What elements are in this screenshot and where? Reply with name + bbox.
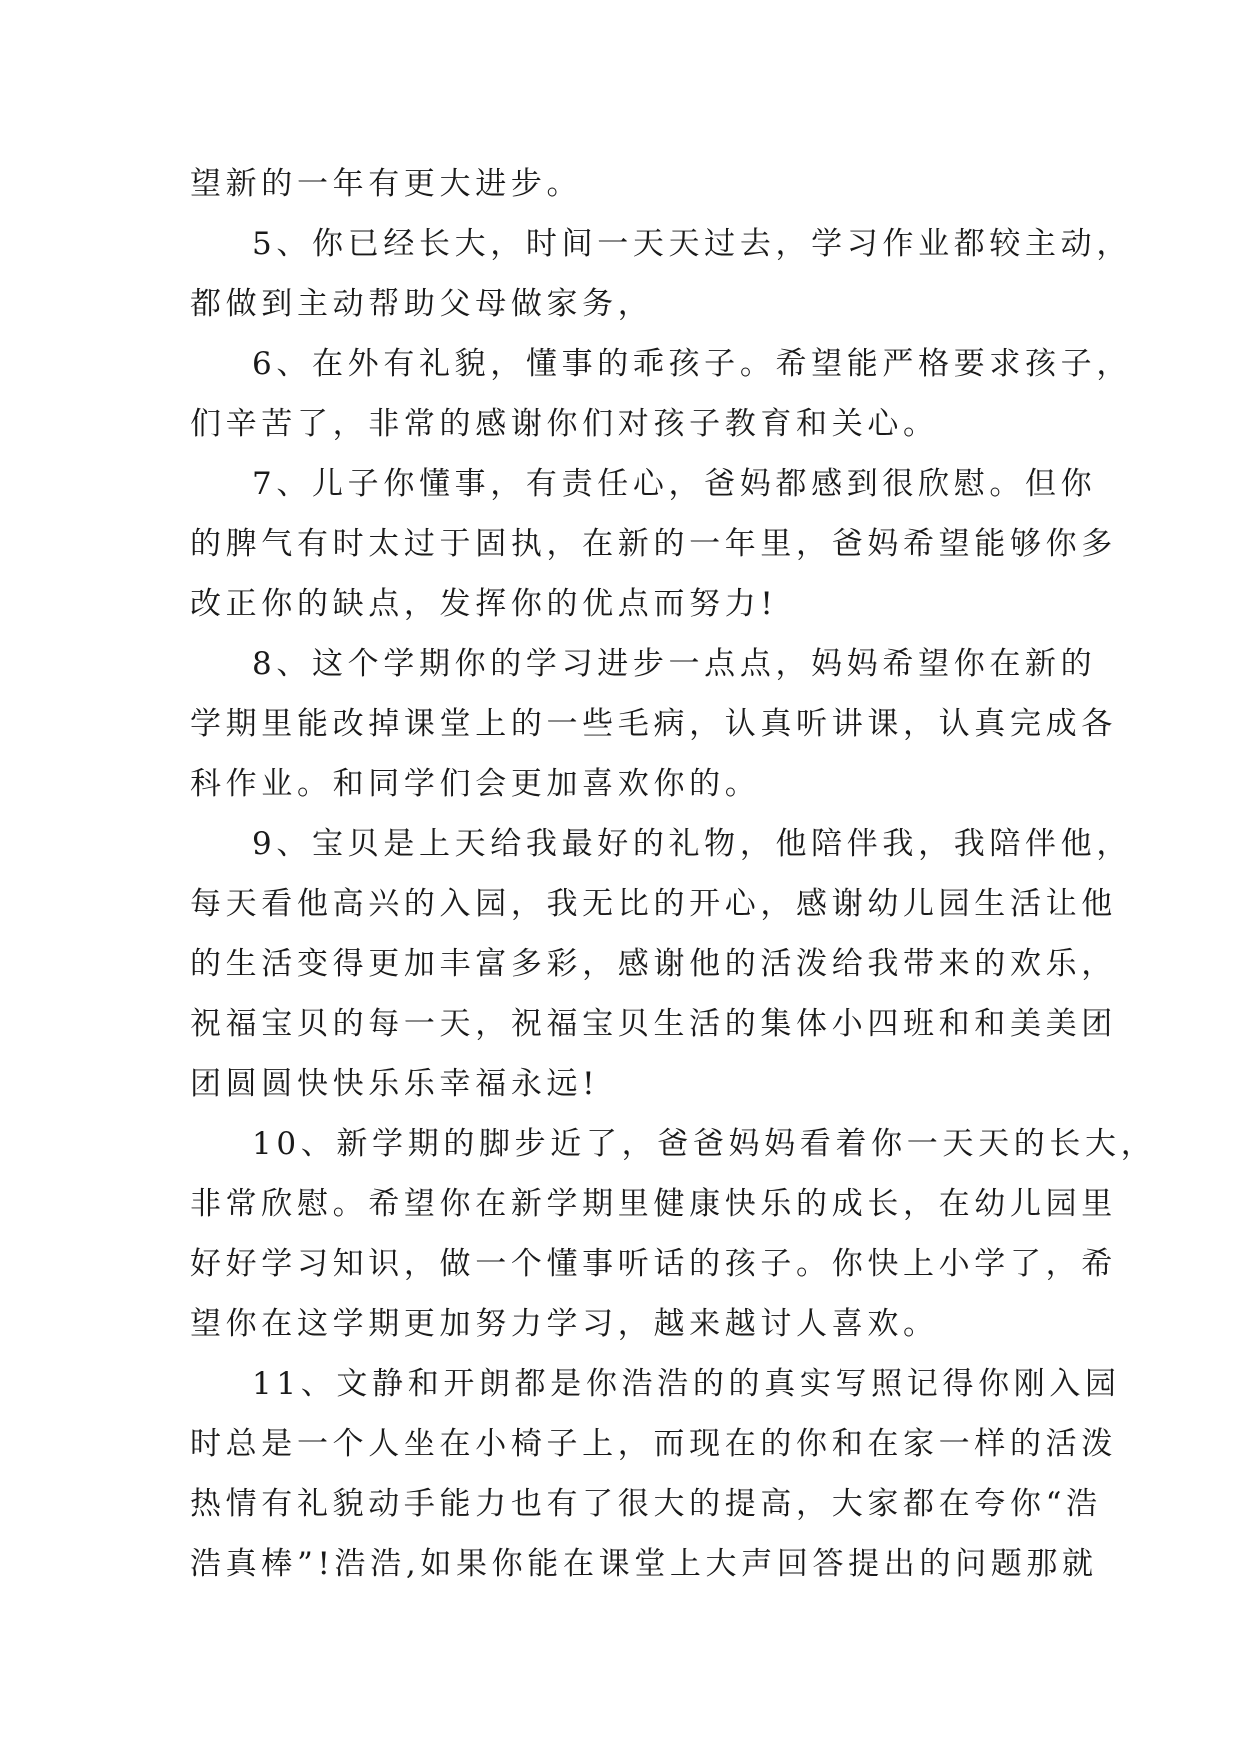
text-line-9: 8、这个学期你的学习进步一点点，妈妈希望你在新的	[252, 646, 1097, 682]
text-line-16: 团圆圆快快乐乐幸福永远!	[190, 1066, 600, 1102]
text-line-21: 11、文静和开朗都是你浩浩的的真实写照记得你刚入园	[252, 1366, 1121, 1402]
text-line-2: 5、你已经长大，时间一天天过去，学习作业都较主动，	[252, 226, 1132, 262]
text-line-5: 们辛苦了，非常的感谢你们对孩子教育和关心。	[190, 406, 939, 442]
text-line-18: 非常欣慰。希望你在新学期里健康快乐的成长，在幼儿园里	[190, 1186, 1117, 1222]
text-line-14: 的生活变得更加丰富多彩，感谢他的活泼给我带来的欢乐，	[190, 946, 1117, 982]
text-line-20: 望你在这学期更加努力学习，越来越讨人喜欢。	[190, 1306, 939, 1342]
text-line-19: 好好学习知识，做一个懂事听话的孩子。你快上小学了，希	[190, 1246, 1117, 1282]
text-line-22: 时总是一个人坐在小椅子上，而现在的你和在家一样的活泼	[190, 1426, 1117, 1462]
text-line-13: 每天看他高兴的入园，我无比的开心，感谢幼儿园生活让他	[190, 886, 1117, 922]
text-line-3: 都做到主动帮助父母做家务，	[190, 286, 654, 322]
text-line-6: 7、儿子你懂事，有责任心，爸妈都感到很欣慰。但你	[252, 466, 1097, 502]
text-line-24: 浩真棒”!浩浩,如果你能在课堂上大声回答提出的问题那就	[190, 1546, 1098, 1582]
text-line-11: 科作业。和同学们会更加喜欢你的。	[190, 766, 761, 802]
text-line-8: 改正你的缺点，发挥你的优点而努力!	[190, 586, 778, 622]
text-line-1: 望新的一年有更大进步。	[190, 166, 583, 202]
text-line-17: 10、新学期的脚步近了，爸爸妈妈看着你一天天的长大，	[252, 1126, 1157, 1162]
text-line-10: 学期里能改掉课堂上的一些毛病，认真听讲课，认真完成各	[190, 706, 1117, 742]
text-line-15: 祝福宝贝的每一天，祝福宝贝生活的集体小四班和和美美团	[190, 1006, 1117, 1042]
text-line-12: 9、宝贝是上天给我最好的礼物，他陪伴我，我陪伴他，	[252, 826, 1132, 862]
text-line-23: 热情有礼貌动手能力也有了很大的提高，大家都在夸你“浩	[190, 1486, 1102, 1522]
text-line-7: 的脾气有时太过于固执，在新的一年里，爸妈希望能够你多	[190, 526, 1117, 562]
text-line-4: 6、在外有礼貌，懂事的乖孩子。希望能严格要求孩子，	[252, 346, 1132, 382]
